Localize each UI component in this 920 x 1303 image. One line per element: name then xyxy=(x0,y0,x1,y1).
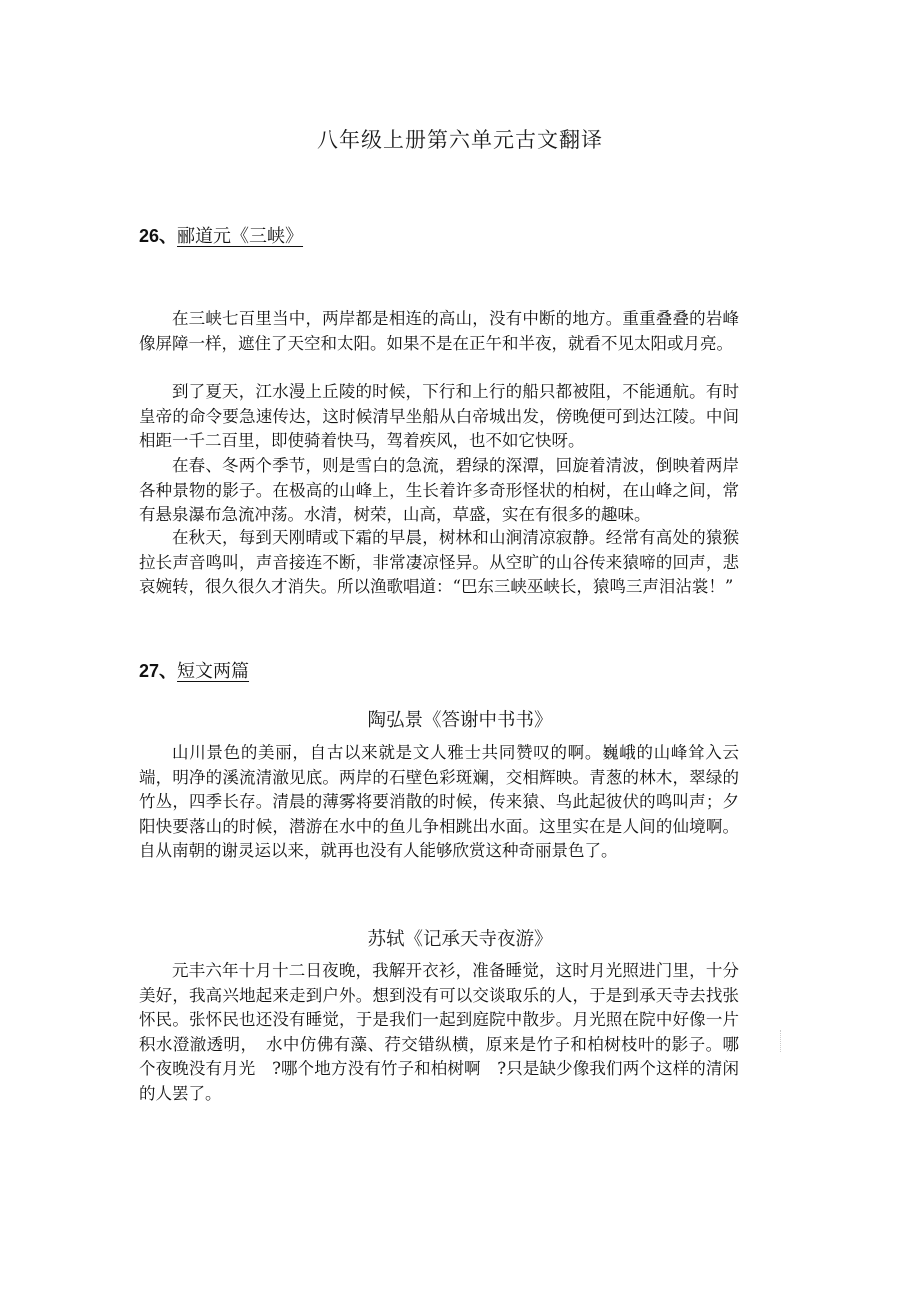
paragraph-three-gorges-3: 在春、冬两个季节，则是雪白的急流，碧绿的深潭，回旋着清波，倒映着两岸各种景物的影子。在极高的山峰上，生长着许多奇形怪状的柏树，在山峰之间，常有悬泉瀑布急流冲荡。水清，树荣，山高，草盛，实在有很多的趣味。 xyxy=(139,456,739,524)
paragraph-three-gorges-4: 在秋天，每到天刚晴或下霜的早晨，树林和山涧清凉寂静。经常有高处的猿猴拉长声音鸣叫，声音接连不断，非常凄凉怪异。从空旷的山谷传来猿啼的回声，悲哀婉转，很久很久才消失。所以渔歌唱道：“巴东三峡巫峡长，猿鸣三声泪沾裳！” xyxy=(139,528,739,596)
scan-artifact-divider xyxy=(780,1030,781,1052)
piece-title-ji-cheng-tian-si-ye-you: 苏轼《记承天寺夜游》 xyxy=(367,929,553,950)
section-number: 27、 xyxy=(139,661,178,681)
section-number: 26、 xyxy=(139,226,178,246)
section-heading-26 xyxy=(139,224,321,249)
section-title: 郦道元《三峡》 xyxy=(177,226,304,247)
paragraph-three-gorges-1: 在三峡七百里当中，两岸都是相连的高山，没有中断的地方。重重叠叠的岩峰像屏障一样，遮住了天空和太阳。如果不是在正午和半夜，就看不见太阳或月亮。 xyxy=(139,309,739,353)
section-heading-27 xyxy=(139,659,255,684)
paragraph-three-gorges-2: 到了夏天，江水漫上丘陵的时候，下行和上行的船只都被阻，不能通航。有时皇帝的命令要急速传达，这时候清早坐船从白帝城出发，傍晚便可到达江陵。中间相距一千二百里，即使骑着快马，驾着疾风，也不如它快呀。 xyxy=(139,382,739,450)
section-title: 短文两篇 xyxy=(177,661,250,682)
paragraph-ji-cheng-tian-si-ye-you: 元丰六年十月十二日夜晚，我解开衣衫，准备睡觉，这时月光照进门里，十分美好，我高兴地起来走到户外。想到没有可以交谈取乐的人，于是到承天寺去找张怀民。张怀民也还没有睡觉，于是我们一起到庭院中散步。月光照在院中好像一片积水澄澈透明， 水中仿佛有藻、荇交错纵横，原来是竹子和柏树枝叶的影子。哪个夜晚没有月光 ?哪个地方没有竹子和柏树啊 ?只是缺少像我们两个这样的清闲的人罢了。 xyxy=(139,961,739,1103)
paragraph-da-xie-zhong-shu-shu: 山川景色的美丽，自古以来就是文人雅士共同赞叹的啊。巍峨的山峰耸入云端，明净的溪流清澈见底。两岸的石壁色彩斑斓，交相辉映。青葱的林木，翠绿的竹丛，四季长存。清晨的薄雾将要消散的时候，传来猿、鸟此起彼伏的鸣叫声；夕阳快要落山的时候，潜游在水中的鱼儿争相跳出水面。这里实在是人间的仙境啊。自从南朝的谢灵运以来，就再也没有人能够欣赏这种奇丽景色了。 xyxy=(139,743,739,860)
document-title: 八年级上册第六单元古文翻译 xyxy=(317,128,603,152)
piece-title-da-xie-zhong-shu-shu: 陶弘景《答谢中书书》 xyxy=(367,710,553,731)
